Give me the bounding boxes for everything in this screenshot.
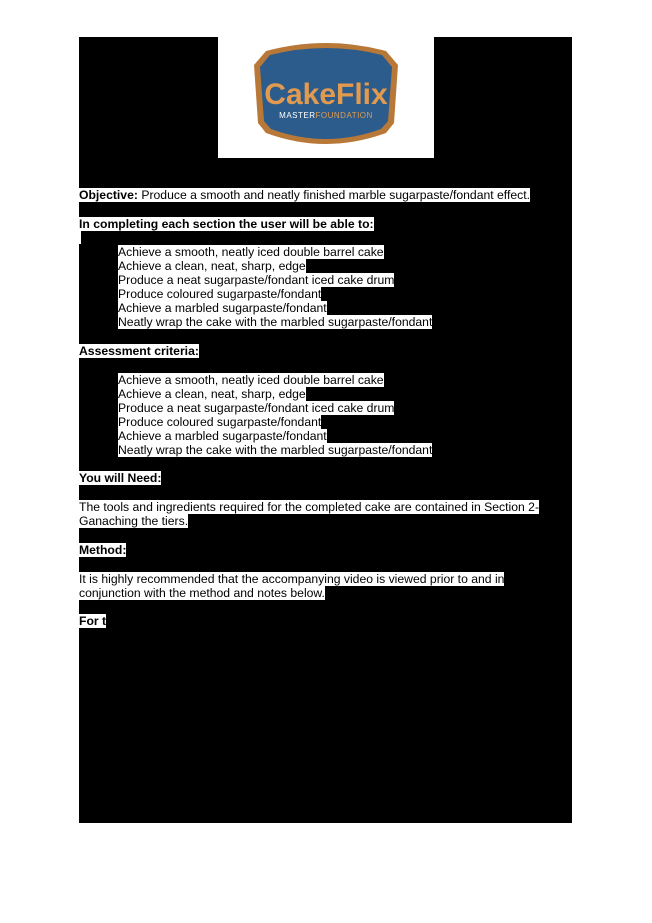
logo-sub-foundation: FOUNDATION bbox=[315, 111, 373, 120]
assessment-item: Achieve a clean, neat, sharp, edge bbox=[118, 387, 306, 401]
method-heading: Method: bbox=[79, 543, 127, 557]
logo-panel bbox=[218, 37, 434, 158]
completing-item: Produce coloured sugarpaste/fondant bbox=[118, 287, 322, 301]
completing-item: Achieve a marbled sugarpaste/fondant bbox=[118, 301, 327, 315]
assessment-item: Achieve a marbled sugarpaste/fondant bbox=[118, 429, 327, 443]
completing-item: Achieve a clean, neat, sharp, edge bbox=[118, 259, 306, 273]
for-text: For t bbox=[79, 614, 107, 628]
need-text-line: Ganaching the tiers. bbox=[79, 514, 189, 528]
need-text-line: The tools and ingredients required for the completed cake are contained in Section 2- bbox=[79, 500, 540, 514]
assessment-heading: Assessment criteria: bbox=[79, 344, 199, 358]
completing-item: Neatly wrap the cake with the marbled sugarpaste/fondant bbox=[118, 315, 433, 329]
objective-label: Objective: bbox=[79, 188, 138, 202]
need-heading: You will Need: bbox=[79, 471, 162, 485]
logo-sub-master: MASTER bbox=[279, 111, 316, 120]
svg-text:MASTERFOUNDATION bbox=[279, 111, 373, 120]
assessment-item: Produce a neat sugarpaste/fondant iced cake drum bbox=[118, 401, 395, 415]
completing-item: Produce a neat sugarpaste/fondant iced cake drum bbox=[118, 273, 395, 287]
assessment-item: Achieve a smooth, neatly iced double barrel cake bbox=[118, 373, 384, 387]
objective-line bbox=[79, 188, 530, 202]
assessment-item: Produce coloured sugarpaste/fondant bbox=[118, 415, 322, 429]
objective-text: Produce a smooth and neatly finished marble sugarpaste/fondant effect. bbox=[137, 188, 530, 202]
assessment-item: Neatly wrap the cake with the marbled sugarpaste/fondant bbox=[118, 443, 433, 457]
completing-heading: In completing each section the user will be able to: bbox=[79, 217, 374, 231]
method-text-line: It is highly recommended that the accompanying video is viewed prior to and in bbox=[79, 572, 505, 586]
logo-wordmark: CakeFlix bbox=[264, 78, 388, 111]
completing-item: Achieve a smooth, neatly iced double barrel cake bbox=[118, 245, 384, 259]
method-text-line: conjunction with the method and notes below. bbox=[79, 586, 325, 600]
cakeflix-logo bbox=[218, 37, 434, 158]
text-cursor bbox=[79, 231, 81, 244]
